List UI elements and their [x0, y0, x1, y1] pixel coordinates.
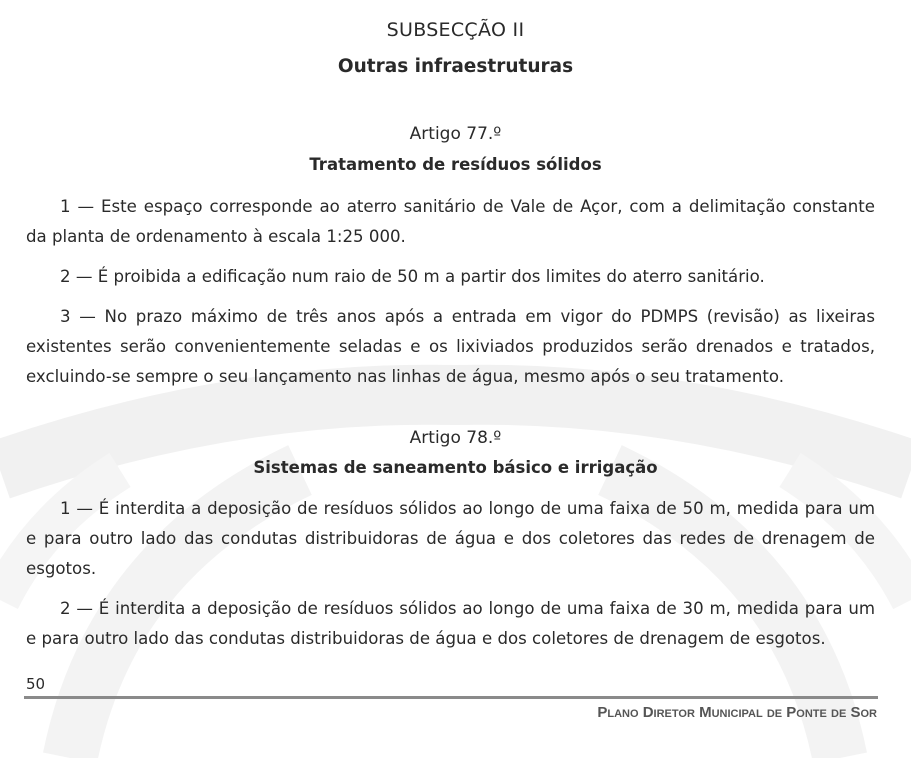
- footer-divider: [24, 696, 878, 699]
- section-title: Outras infraestruturas: [337, 56, 574, 77]
- footer-document-title: Plano Diretor Municipal de Ponte de Sor: [597, 704, 877, 721]
- article-78-title: Sistemas de saneamento básico e irrigação: [253, 458, 658, 477]
- article-77-paragraph-2: 2 — É proibida a edificação num raio de 50 m a partir dos limites do aterro sanitário.: [60, 267, 765, 286]
- article-77-number: Artigo 77.º: [409, 124, 502, 144]
- subsection-heading: SUBSECÇÃO II: [386, 19, 525, 41]
- article-77-paragraph-3: 3 — No prazo máximo de três anos após a entrada em vigor do PDMPS (revisão) as lixeiras existentes serão convenientemente seladas e os lixiviados produzidos serão drenados e tratados, excluindo-se sempre o seu lançamento nas linhas de água, mesmo após o seu tratamento.: [26, 307, 875, 386]
- article-77-title: Tratamento de resíduos sólidos: [309, 155, 602, 174]
- page-number: 50: [26, 675, 46, 693]
- article-78-paragraph-2: 2 — É interdita a deposição de resíduos sólidos ao longo de uma faixa de 30 m, medida para um e para outro lado das condutas distribuidoras de água e dos coletores de drenagem de esgotos.: [26, 599, 875, 648]
- article-78-number: Artigo 78.º: [409, 428, 502, 448]
- article-77-paragraph-1: 1 — Este espaço corresponde ao aterro sanitário de Vale de Açor, com a delimitação constante da planta de ordenamento à escala 1:25 000.: [26, 197, 875, 246]
- article-78-paragraph-1: 1 — É interdita a deposição de resíduos sólidos ao longo de uma faixa de 50 m, medida para um e para outro lado das condutas distribuidoras de água e dos coletores das redes de drenagem de esgotos.: [26, 499, 875, 578]
